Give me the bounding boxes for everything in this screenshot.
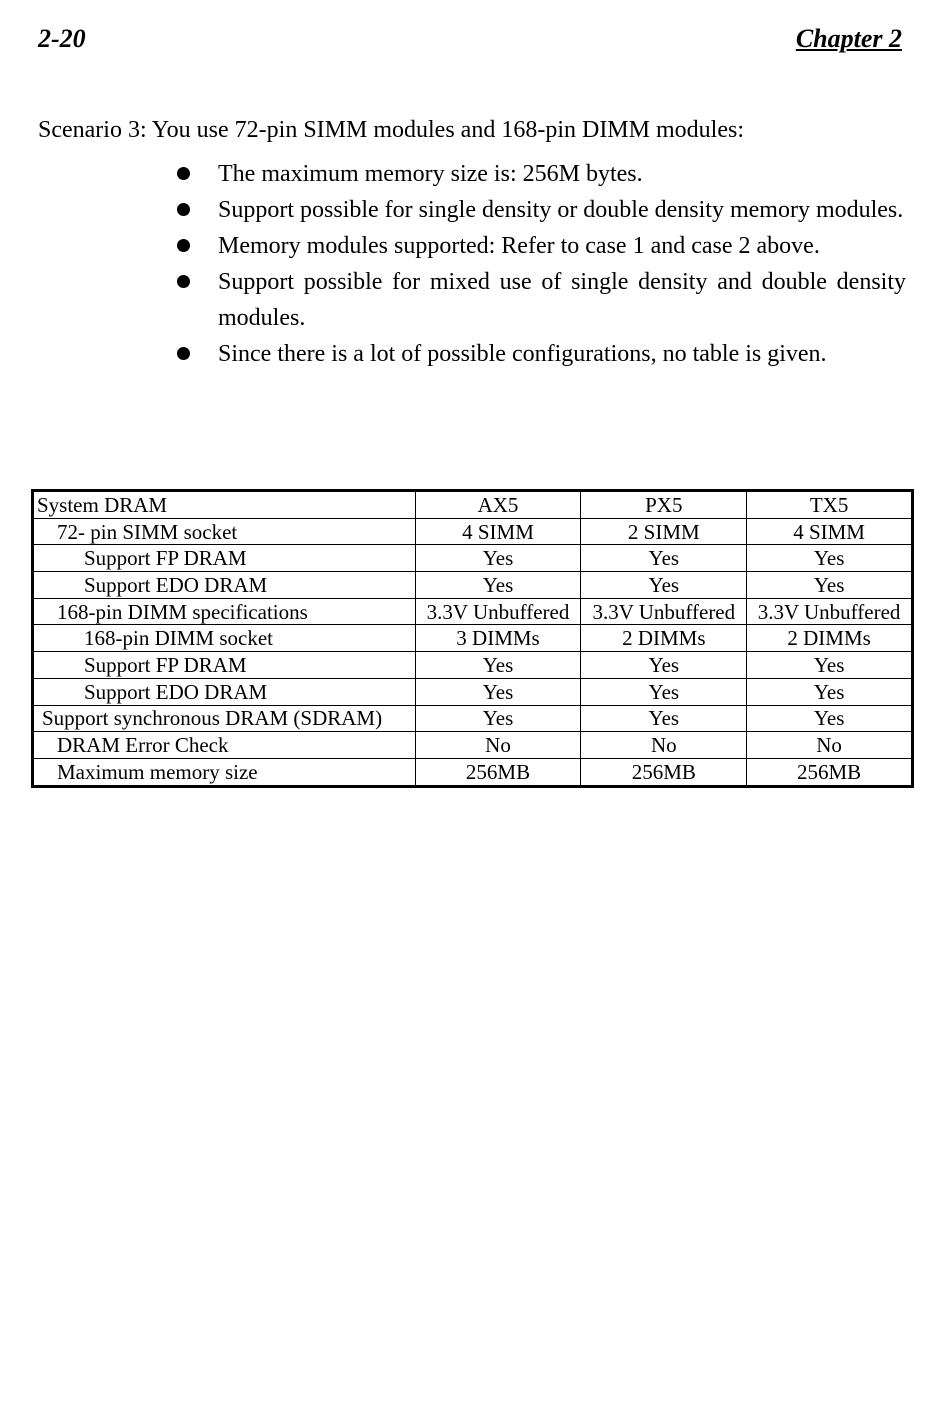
table-row <box>33 518 913 545</box>
table-cell: Yes <box>747 572 913 599</box>
bullet-icon <box>177 275 190 288</box>
dram-spec-table <box>31 489 914 788</box>
table-cell: Yes <box>747 705 913 732</box>
table-cell: No <box>415 732 581 759</box>
table-cell: Yes <box>415 545 581 572</box>
row-label: Support EDO DRAM <box>33 678 416 705</box>
table-row <box>33 678 913 705</box>
table-cell: 256MB <box>581 758 747 786</box>
table-cell: Yes <box>415 705 581 732</box>
header-cell: TX5 <box>747 491 913 519</box>
bullet-item <box>176 156 906 192</box>
table-cell: 3.3V Unbuffered <box>581 598 747 625</box>
row-label: 72- pin SIMM socket <box>33 518 416 545</box>
table-row <box>33 732 913 759</box>
row-label: DRAM Error Check <box>33 732 416 759</box>
page-number: 2-20 <box>38 24 86 53</box>
bullet-text: Since there is a lot of possible configurations, no table is given. <box>218 341 827 367</box>
bullet-item <box>176 264 906 336</box>
table-cell: 2 SIMM <box>581 518 747 545</box>
bullet-icon <box>177 203 190 216</box>
table-cell: 4 SIMM <box>415 518 581 545</box>
table-row <box>33 652 913 679</box>
table-cell: Yes <box>415 678 581 705</box>
row-label: Maximum memory size <box>33 758 416 786</box>
table-cell: Yes <box>415 652 581 679</box>
table-cell: Yes <box>415 572 581 599</box>
table-cell: Yes <box>581 652 747 679</box>
bullet-text: Support possible for single density or double density memory modules. <box>218 197 904 223</box>
row-label: 168-pin DIMM socket <box>33 625 416 652</box>
table-cell: Yes <box>581 678 747 705</box>
bullet-text: Support possible for mixed use of single density and double density modules. <box>218 269 906 331</box>
bullet-item <box>176 336 906 372</box>
bullet-icon <box>177 167 190 180</box>
bullet-item <box>176 228 906 264</box>
table-cell: 256MB <box>747 758 913 786</box>
table-cell: 3 DIMMs <box>415 625 581 652</box>
table-header-row <box>33 491 913 519</box>
table-row <box>33 705 913 732</box>
table-cell: 2 DIMMs <box>581 625 747 652</box>
header-cell: AX5 <box>415 491 581 519</box>
table-cell: Yes <box>747 678 913 705</box>
scenario-bullet-list <box>176 156 906 372</box>
row-label: Support EDO DRAM <box>33 572 416 599</box>
row-label: Support FP DRAM <box>33 545 416 572</box>
bullet-icon <box>177 239 190 252</box>
table-cell: Yes <box>581 705 747 732</box>
row-label: 168-pin DIMM specifications <box>33 598 416 625</box>
table-cell: Yes <box>747 652 913 679</box>
table-cell: 2 DIMMs <box>747 625 913 652</box>
table-cell: Yes <box>747 545 913 572</box>
table-cell: No <box>747 732 913 759</box>
bullet-icon <box>177 347 190 360</box>
chapter-title: Chapter 2 <box>795 24 902 53</box>
table-cell: 256MB <box>415 758 581 786</box>
bullet-item <box>176 192 906 228</box>
table-row <box>33 545 913 572</box>
table-cell: 3.3V Unbuffered <box>415 598 581 625</box>
table-cell: Yes <box>581 545 747 572</box>
table-cell: No <box>581 732 747 759</box>
table-cell: 3.3V Unbuffered <box>747 598 913 625</box>
header-cell: System DRAM <box>33 491 416 519</box>
row-label: Support synchronous DRAM (SDRAM) <box>33 705 416 732</box>
scenario-heading: Scenario 3: You use 72-pin SIMM modules and 168-pin DIMM modules: <box>38 117 744 143</box>
table-row <box>33 598 913 625</box>
table-cell: 4 SIMM <box>747 518 913 545</box>
row-label: Support FP DRAM <box>33 652 416 679</box>
bullet-text: Memory modules supported: Refer to case 1 and case 2 above. <box>218 233 820 259</box>
table-row <box>33 625 913 652</box>
table-row <box>33 572 913 599</box>
table-row <box>33 758 913 786</box>
table-cell: Yes <box>581 572 747 599</box>
header-cell: PX5 <box>581 491 747 519</box>
bullet-text: The maximum memory size is: 256M bytes. <box>218 161 643 187</box>
